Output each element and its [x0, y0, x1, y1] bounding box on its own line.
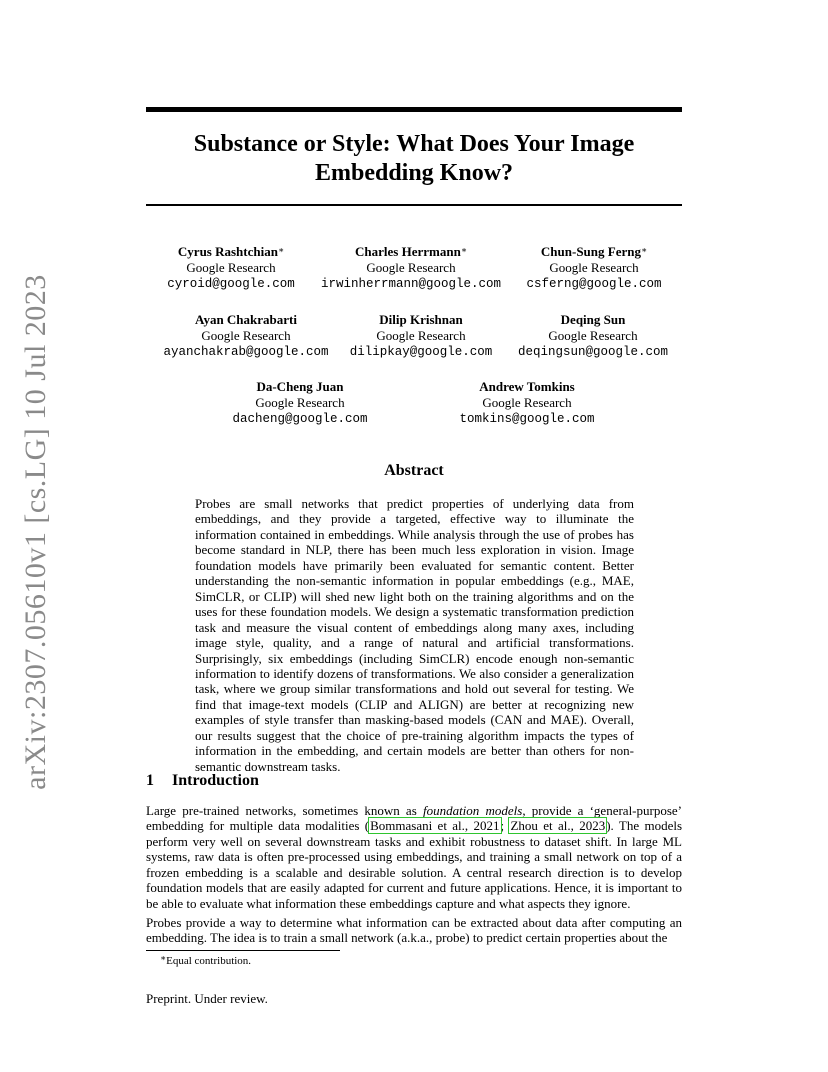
title-bottom-rule: [146, 204, 682, 206]
author-affiliation: Google Research: [548, 328, 638, 343]
footnote-mark: ∗: [160, 953, 167, 963]
author-name: Dilip Krishnan: [379, 312, 463, 327]
citation-link[interactable]: Bommasani et al., 2021: [370, 818, 500, 834]
title-line-1: Substance or Style: What Does Your Image: [193, 131, 635, 157]
author-affiliation: Google Research: [376, 328, 466, 343]
author-affiliation: Google Research: [482, 395, 572, 410]
emphasis-text: foundation models: [422, 803, 523, 818]
author-block: [316, 244, 506, 292]
preprint-footer: Preprint. Under review.: [146, 991, 268, 1006]
abstract-text: Probes are small networks that predict properties of underlying data from embeddings, and they provide a targeted, effective way to illuminate the information contained in embeddings. While analysis through the use of probes has become standard in NLP, there has been much less exploration in vision. Image foundation models have primarily been evaluated for semantic content. Better understanding the non-semantic information in popular embeddings (e.g., MAE, SimCLR, or CLIP) will shed new light both on the training algorithms and on the uses for these foundation models. We design a systematic transformation prediction task and measure the visual content of embeddings along many axes, including image style, quality, and a range of natural and artificial transformations. Surprisingly, six embeddings (including SimCLR) encode enough non-semantic information to identify dozens of transformations. We also consider a generalization task, where we group similar transformations and hold out several for testing. We find that image-text models (CLIP and ALIGN) are better at recognizing new examples of style transfer than masking-based models (CAN and MAE). Overall, our results suggest that the choice of pre-training algorithm impacts the types of information in the embedding, and certain models are better than others for non-semantic downstream tasks.: [195, 496, 634, 774]
equal-contribution-mark: ∗: [460, 245, 467, 255]
title-line-2: Embedding Know?: [314, 160, 514, 186]
author-name: Charles Herrmann: [355, 244, 461, 259]
author-name: Andrew Tomkins: [479, 379, 575, 394]
author-email[interactable]: deqingsun@google.com: [517, 345, 669, 359]
abstract-heading: Abstract: [384, 462, 444, 479]
equal-contribution-mark: ∗: [277, 245, 285, 255]
text-span: , provide a ‘general-purpose’ embedding for multiple data modalities (: [146, 803, 682, 834]
citation-link[interactable]: Zhou et al., 2023: [510, 818, 606, 834]
text-span: ;: [500, 818, 510, 834]
author-affiliation: Google Research: [186, 260, 276, 275]
footnote: [160, 955, 251, 967]
author-affiliation: Google Research: [549, 260, 639, 275]
author-email[interactable]: ayanchakrab@google.com: [163, 345, 329, 359]
author-name: Deqing Sun: [560, 312, 626, 327]
intro-paragraph-2: Probes provide a way to determine what information can be extracted about data after computing an embedding. The idea is to train a small network (a.k.a., probe) to predict certain properties about the: [146, 915, 682, 946]
author-block: [506, 244, 682, 292]
author-block: [504, 312, 682, 360]
footnote-text: Equal contribution.: [166, 955, 252, 967]
intro-paragraph-1: [146, 803, 682, 911]
title-top-rule: [146, 107, 682, 112]
author-name: Da-Cheng Juan: [256, 379, 344, 394]
author-affiliation: Google Research: [201, 328, 291, 343]
author-name: Ayan Chakrabarti: [195, 312, 297, 327]
author-email[interactable]: csferng@google.com: [526, 277, 662, 291]
footnote-rule: [146, 950, 340, 951]
author-name: Cyrus Rashtchian: [177, 244, 278, 259]
author-block: [447, 379, 607, 427]
section-title: Introduction: [172, 772, 259, 789]
text-span: Large pre-trained networks, sometimes known as: [146, 803, 423, 818]
author-email[interactable]: tomkins@google.com: [459, 412, 595, 426]
author-affiliation: Google Research: [366, 260, 456, 275]
section-heading: [146, 772, 259, 790]
author-block: [346, 312, 496, 360]
author-email[interactable]: irwinherrmann@google.com: [320, 277, 502, 291]
author-affiliation: Google Research: [255, 395, 345, 410]
text-span: ). The models perform very well on several downstream tasks and exhibit robustness to dataset shift. In large ML systems, raw data is often pre-processed using embeddings, and training a small network on top of a frozen embedding is a scalable and desirable solution. A central research direction is to develop foundation models that are easily adapted for current and future applications. Hence, it is important to be able to evaluate what information these embeddings capture and what aspects they ignore.: [146, 818, 683, 911]
arxiv-watermark: arXiv:2307.05610v1 [cs.LG] 10 Jul 2023: [19, 274, 52, 790]
author-block: [220, 379, 380, 427]
equal-contribution-mark: ∗: [640, 245, 648, 255]
author-email[interactable]: dilipkay@google.com: [349, 345, 493, 359]
author-email[interactable]: dacheng@google.com: [232, 412, 368, 426]
author-block: [146, 312, 346, 360]
author-name: Chun-Sung Ferng: [540, 244, 641, 259]
author-email[interactable]: cyroid@google.com: [167, 277, 295, 291]
section-number: 1: [146, 772, 154, 789]
author-block: [146, 244, 316, 292]
paper-title: [146, 130, 682, 188]
